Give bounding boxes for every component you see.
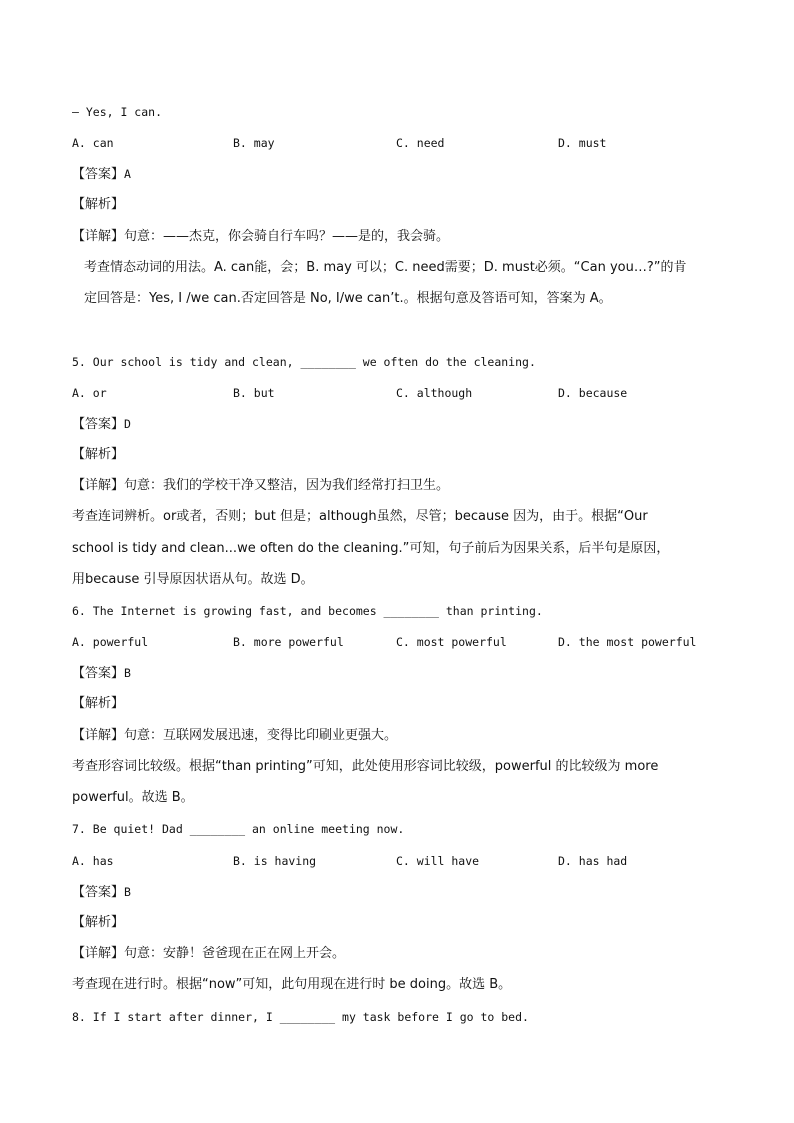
answer-value: B: [124, 666, 131, 680]
q4-detail: [72, 229, 449, 245]
q5-answer: [72, 416, 131, 433]
q4-option-a: A. can: [72, 136, 114, 150]
q4-option-d: D. must: [558, 136, 607, 150]
q6-option-d: D. the most powerful: [558, 635, 697, 649]
q5-explain-1: 考查连词辨析。or或者，否则；but 但是；although虽然，尽管；because 因为，由于。根据“Our: [72, 509, 648, 524]
answer-tag: 【答案】: [72, 885, 125, 900]
q6-analysis-tag: 【解析】: [72, 696, 125, 711]
q6-answer: [72, 665, 131, 682]
q6-option-a: A. powerful: [72, 635, 149, 649]
q7-explain-1: 考查现在进行时。根据“now”可知，此句用现在进行时 be doing。故选 B。: [72, 977, 512, 992]
detail-text: 句意：互联网发展迅速，变得比印刷业更强大。: [124, 728, 398, 743]
q6-question: 6. The Internet is growing fast, and becomes ________ than printing.: [72, 604, 543, 618]
q5-explain-3: 用because 引导原因状语从句。故选 D。: [72, 572, 314, 587]
q5-option-d: D. because: [558, 386, 628, 400]
q4-option-c: C. need: [396, 136, 445, 150]
q7-question: 7. Be quiet! Dad ________ an online meeting now.: [72, 822, 405, 836]
answer-tag: 【答案】: [72, 666, 125, 681]
q5-option-c: C. although: [396, 386, 473, 400]
q4-option-b: B. may: [233, 136, 275, 150]
q4-reply: — Yes, I can.: [72, 105, 163, 119]
q7-option-a: A. has: [72, 854, 114, 868]
answer-value: D: [124, 417, 131, 431]
q5-question: 5. Our school is tidy and clean, ________ we often do the cleaning.: [72, 355, 536, 369]
q7-detail: [72, 946, 345, 962]
q7-option-c: C. will have: [396, 854, 480, 868]
q7-option-d: D. has had: [558, 854, 628, 868]
q6-option-b: B. more powerful: [233, 635, 344, 649]
q7-analysis-tag: 【解析】: [72, 915, 125, 930]
detail-tag: 【详解】: [72, 728, 125, 743]
answer-tag: 【答案】: [72, 167, 125, 182]
q7-option-b: B. is having: [233, 854, 317, 868]
detail-tag: 【详解】: [72, 229, 125, 244]
detail-tag: 【详解】: [72, 478, 125, 493]
q6-detail: [72, 728, 397, 744]
q5-detail: [72, 478, 449, 494]
q4-analysis-tag: 【解析】: [72, 197, 125, 212]
q5-analysis-tag: 【解析】: [72, 447, 125, 462]
q6-option-c: C. most powerful: [396, 635, 507, 649]
q4-explain-1: 考查情态动词的用法。A. can能，会；B. may 可以；C. need需要；D. must必须。“Can you…?”的肯: [84, 260, 687, 275]
detail-text: 句意：安静！爸爸现在正在网上开会。: [124, 946, 346, 961]
answer-tag: 【答案】: [72, 417, 125, 432]
answer-value: A: [124, 167, 131, 181]
q4-answer: [72, 166, 131, 183]
q8-question: 8. If I start after dinner, I ________ my task before I go to bed.: [72, 1010, 529, 1024]
answer-value: B: [124, 885, 131, 899]
detail-text: 句意：——杰克，你会骑自行车吗？——是的，我会骑。: [124, 229, 450, 244]
q5-explain-2: school is tidy and clean...we often do the cleaning.”可知，句子前后为因果关系，后半句是原因，: [72, 541, 670, 556]
q7-answer: [72, 884, 131, 901]
q6-explain-2: powerful。故选 B。: [72, 790, 194, 805]
detail-tag: 【详解】: [72, 946, 125, 961]
q6-explain-1: 考查形容词比较级。根据“than printing”可知，此处使用形容词比较级，powerful 的比较级为 more: [72, 759, 659, 774]
q5-option-b: B. but: [233, 386, 275, 400]
q5-option-a: A. or: [72, 386, 107, 400]
detail-text: 句意：我们的学校干净又整洁，因为我们经常打扫卫生。: [124, 478, 450, 493]
q4-explain-2: 定回答是：Yes, I /we can.否定回答是 No, I/we can’t.。根据句意及答语可知，答案为 A。: [84, 291, 612, 306]
